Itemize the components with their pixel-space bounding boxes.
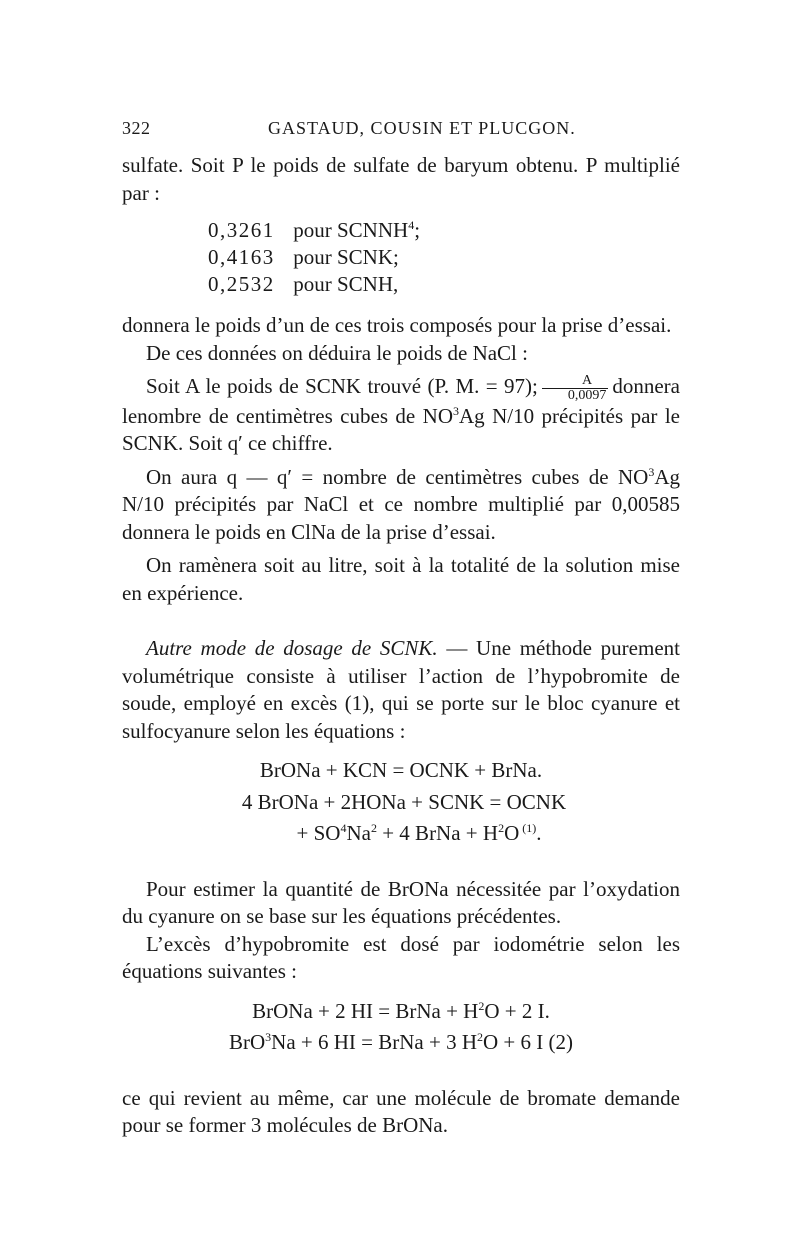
coefficient-list [208,217,680,298]
equation: BrONa + 2 HI = BrNa + $H^2O + 2$ I. [252,998,550,1023]
equation: 4 BrONa + 2HONa + SCNK = OCNK [241,789,567,814]
paragraph-ramenera: On ramènera soit au litre, soit à la totalité de la solution mise en expérience. [122,553,680,605]
equation: BrONa + KCN = OCNK + BrNa. [259,758,543,783]
coefficient-value: 0,4163 [208,245,275,269]
paragraph-deduction: De ces données on déduira le poids de NaCl : [146,340,528,365]
equation: BrO$^3$Na + 6 HI = BrNa + 3 $H^2O + 6$ I (2) [229,1030,573,1055]
paragraph-estimer: Pour estimer la quantité de BrONa nécessitée par l’oxydation du cyanure on se base sur les équations précédentes. [122,876,680,929]
paragraph-bromate: ce qui revient au même, car une molécule de bromate demande pour se former 3 molécules de BrONa. [122,1085,680,1138]
coefficient-value: 0,2532 [208,272,275,296]
page-body [122,152,680,1140]
equation-block-2 [122,998,680,1057]
fraction: $\frac{A}{0,0097}$ [542,374,609,403]
paragraph-autre-mode: Autre mode de dosage de SCNK. — Une méthode purement volumétrique consiste à utiliser l’action de l’hypobromite de soude, employé en excès (1), qui se porte sur le bloc cyanure et sulfocyanure selon les équations : [122,636,680,743]
paragraph-exces: L’excès d’hypobromite est dosé par iodométrie selon les équations suivantes : [122,931,680,984]
paragraph-scnk: Soit A le poids de SCNK trouvé (P. M. = 97); $\frac{A}{0,0097}$ donnera lenombre de centimètres cubes de $NO^3Ag$ N/10 précipités par le SCNK. Soit q′ ce chiffre. [122,372,680,456]
running-title: GASTAUD, COUSIN ET PLUCGON. [268,118,576,138]
coefficient-value: 0,3261 [208,218,275,242]
section-title: Autre mode de dosage de SCNK. [146,636,438,661]
list-item: 0,4163 pour SCNK; [208,244,680,271]
paragraph-on-aura: On aura q — q′ = nombre de centimètres cubes de $NO^3Ag$ N/10 précipités par NaCl et ce nombre multiplié par 0,00585 donnera le poids en ClNa de la prise d’essai. [122,464,680,544]
list-item: 0,3261 pour SCNNH$^4$; [208,217,680,244]
list-item: 0,2532 pour SCNH, [208,271,680,298]
paragraph-donnera: donnera le poids d’un de ces trois composés pour la prise d’essai. [122,313,672,337]
equation-block-1 [122,757,680,848]
page-number: 322 [122,118,151,138]
paragraph-sulfate: sulfate. Soit P le poids de sulfate de baryum obtenu. P multiplié par : [122,153,680,205]
equation: + $SO^4Na^2 + 4$ BrNa + $H^2O$ $^{(1)}$. [296,821,542,846]
